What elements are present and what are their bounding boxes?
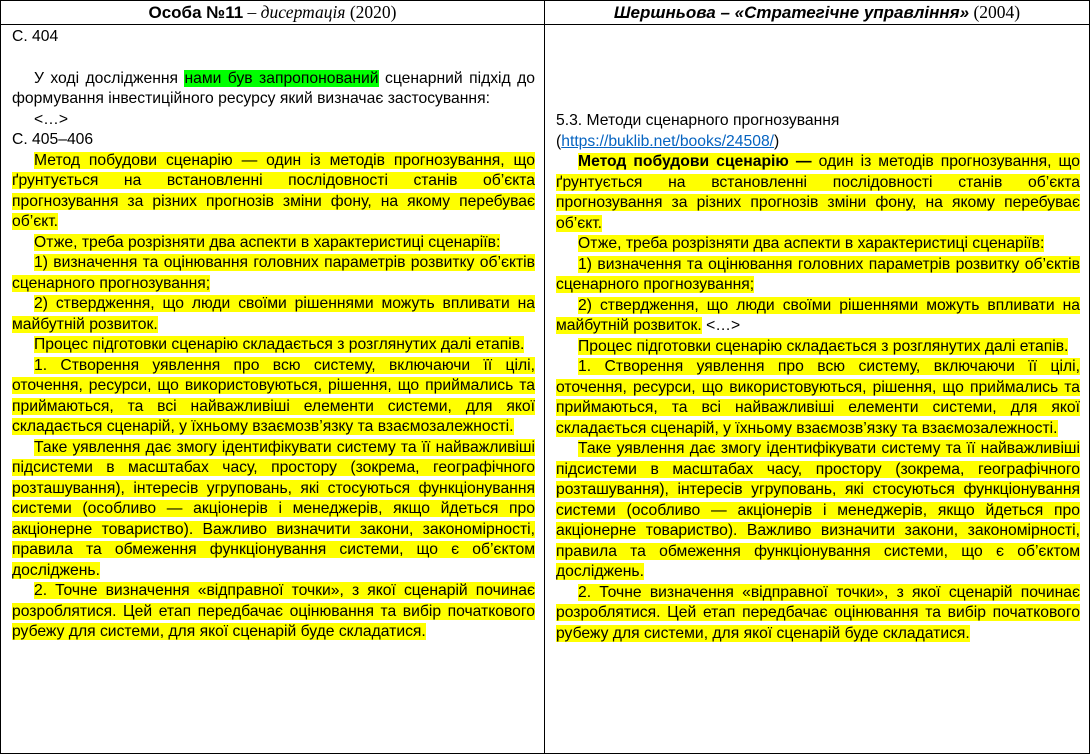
left-para-7: Таке уявлення дає змогу ідентифікувати систему та її найважливіші підсистеми в масштабах часу, простору (зокрема, географічного розташування), інтересів угруповань, які стосуються функціонування системи (особливо — акціонерів і менеджерів, якщо йдеться про акціонерне товариство). Важливо визначити закони, закономірності, правила та обмеження функціонування системи, що є об’єктом досліджень. [12,438,535,579]
left-header-type: дисертація [260,2,346,22]
left-intro [12,69,535,110]
left-header-author: Особа №11 [148,3,244,22]
left-header [1,1,545,25]
left-header-sep: – [243,2,261,22]
right-para-6: 1. Створення уявлення про всю систему, включаючи її цілі, оточення, ресурси, що використовуються, рішення, що приймались та приймаються, та всі найважливіші елементи системи, для якої складається сценарій, у їхньому взаємозв’язку та взаємозалежності. [556,358,1080,437]
header-row [1,1,1090,25]
right-para-3: 1) визначення та оцінювання головних параметрів розвитку об’єктів сценарного прогнозування; [556,255,1080,293]
left-para-3: 1) визначення та оцінювання головних параметрів розвитку об’єктів сценарного прогнозування; [12,254,535,292]
content-row [1,25,1090,754]
left-header-year: (2020) [345,2,397,22]
left-column [1,25,545,754]
right-para-4: 2) ствердження, що люди своїми рішеннями можуть впливати на майбутній розвиток. <…> [556,296,1080,334]
right-para-5: Процес підготовки сценарію складається з розглянутих далі етапів. [578,337,1069,355]
right-header [545,1,1090,25]
source-link[interactable]: https://buklib.net/books/24508/ [561,132,775,150]
left-para-2: Отже, треба розрізняти два аспекти в характеристиці сценаріїв: [34,233,501,251]
left-page-ref-1: С. 404 [12,28,59,45]
right-para-2: Отже, треба розрізняти два аспекти в характеристиці сценаріїв: [578,235,1045,252]
left-intro-green-highlight: нами був запропонований [184,69,379,87]
left-para-6: 1. Створення уявлення про всю систему, включаючи її цілі, оточення, ресурси, що використовуються, рішення, що приймались та приймаються, та всі найважливіші елементи системи, для якої складається сценарій, у їхньому взаємозв’язку та взаємозалежності. [12,356,535,435]
right-para-8: 2. Точне визначення «відправної точки», з якої сценарій починає розроблятися. Цей етап передбачає оцінювання та вибір початкового рубежу для системи, для якої сценарій буде складатися. [556,583,1080,642]
left-para-8: 2. Точне визначення «відправної точки», з якої сценарій починає розроблятися. Цей етап передбачає оцінювання та вибір початкового рубежу для системи, для якої сценарій буде складатися. [12,582,535,640]
left-ellipsis: <…> [34,110,69,128]
left-page-ref-2: С. 405–406 [12,131,94,148]
right-column [545,25,1090,754]
right-header-source: Шершньова – «Стратегічне управління» [613,3,970,22]
right-source-link-line: (https://buklib.net/books/24508/) [556,132,780,150]
left-intro-b: сценарний підхід до формування інвестиційного ресурсу який визначає застосування: [12,69,535,107]
left-para-5: Процес підготовки сценарію складається з розглянутих далі етапів. [34,336,525,353]
left-para-1: Метод побудови сценарію — один із методів прогнозування, що ґрунтується на встановленні послідовності станів об’єкта прогнозування за різних прогнозів зміни фону, на якому перебуває об’єкт. [12,151,535,230]
right-para-1: Метод побудови сценарію — один із методів прогнозування, що ґрунтується на встановленні послідовності станів об’єкта прогнозування за різних прогнозів зміни фону, на якому перебуває об’єкт. [556,153,1080,232]
right-section-title: 5.3. Методи сценарного прогнозування [556,112,840,129]
left-intro-a: У ході дослідження [34,69,185,87]
left-para-4: 2) ствердження, що люди своїми рішеннями можуть впливати на майбутній розвиток. [12,295,535,333]
right-header-year: (2004) [969,2,1021,22]
right-para-7: Таке уявлення дає змогу ідентифікувати систему та її найважливіші підсистеми в масштабах часу, простору (зокрема, географічного розташування), інтересів угруповань, які стосуються функціонування системи (особливо — акціонерів і менеджерів, якщо йдеться про акціонерне товариство). Важливо визначити закони, закономірності, правила та обмеження функціонування системи, що є об’єктом досліджень. [556,440,1080,580]
